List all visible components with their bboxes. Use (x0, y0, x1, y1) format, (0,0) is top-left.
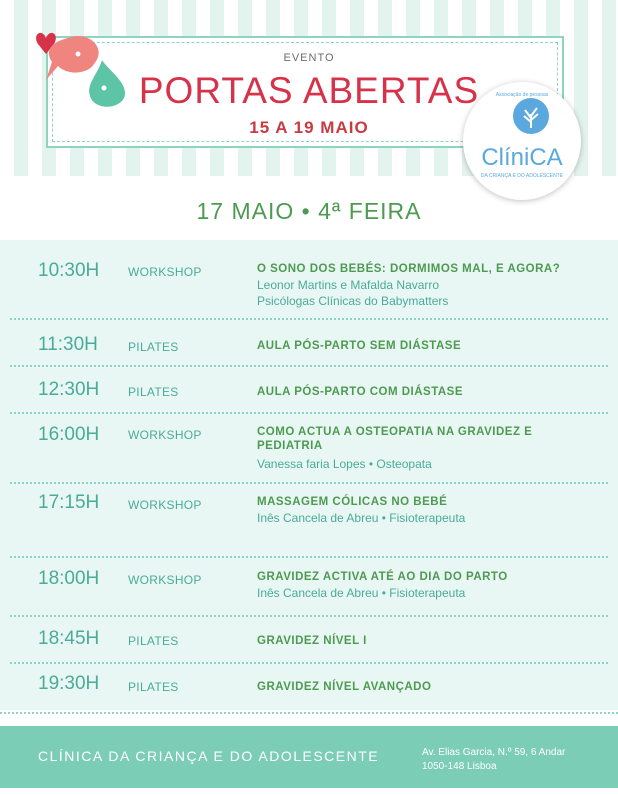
footer-address-line1: Av. Elias Garcia, N.º 59, 6 Andar (422, 747, 566, 758)
tree-icon (513, 98, 549, 134)
row-title: GRAVIDEZ NÍVEL I (257, 635, 367, 647)
footer-address (422, 746, 565, 774)
row-time: 12:30H (38, 379, 100, 400)
row-speaker-role: Psicólogas Clínicas do Babymatters (257, 294, 449, 308)
row-time: 11:30H (38, 334, 98, 355)
row-separator (10, 615, 608, 617)
row-title: AULA PÓS-PARTO SEM DIÁSTASE (257, 340, 462, 352)
event-dates: 15 A 19 MAIO (249, 118, 369, 137)
row-type: WORKSHOP (128, 265, 202, 279)
row-type: PILATES (128, 680, 179, 694)
row-time: 18:45H (38, 628, 100, 649)
logo-name: ClíniCA (481, 144, 563, 171)
row-title: GRAVIDEZ NÍVEL AVANÇADO (257, 681, 432, 693)
row-time: 10:30H (38, 260, 100, 281)
row-speaker: Vanessa faria Lopes • Osteopata (257, 457, 432, 471)
row-title: O SONO DOS BEBÉS: DORMIMOS MAL, E AGORA? (257, 263, 561, 275)
row-type: PILATES (128, 634, 179, 648)
logo-top-text: Associação de pessoas (495, 92, 549, 98)
row-title: MASSAGEM CÓLICAS NO BEBÉ (257, 496, 448, 508)
row-speaker: Inês Cancela de Abreu • Fisioterapeuta (257, 586, 466, 600)
row-type: WORKSHOP (128, 573, 202, 587)
row-separator (10, 482, 608, 484)
row-type: WORKSHOP (128, 428, 202, 442)
row-separator (10, 556, 608, 558)
row-title: COMO ACTUA A OSTEOPATIA NA GRAVIDEZ E PEDIATRIA (257, 426, 533, 452)
row-separator (10, 365, 608, 367)
row-time: 16:00H (38, 424, 100, 445)
event-title: PORTAS ABERTAS (138, 70, 480, 111)
row-type: WORKSHOP (128, 498, 202, 512)
footer-clinic-name: CLÍNICA DA CRIANÇA E DO ADOLESCENTE (38, 748, 380, 764)
row-speaker: Leonor Martins e Mafalda Navarro (257, 278, 440, 292)
schedule-list (0, 240, 618, 710)
row-title: GRAVIDEZ ACTIVA ATÉ AO DIA DO PARTO (257, 571, 508, 583)
row-time: 18:00H (38, 568, 100, 589)
row-title: AULA PÓS-PARTO COM DIÁSTASE (257, 386, 464, 398)
logo-subtitle: DA CRIANÇA E DO ADOLESCENTE (480, 173, 564, 179)
day-heading: 17 MAIO • 4ª FEIRA (196, 198, 422, 224)
event-kicker: EVENTO (283, 52, 335, 64)
row-time: 19:30H (38, 673, 100, 694)
row-separator (10, 318, 608, 320)
bottom-dotted-divider (0, 712, 618, 720)
row-type: PILATES (128, 340, 179, 354)
footer-address-line2: 1050-148 Lisboa (422, 761, 497, 772)
footer (0, 726, 618, 788)
row-time: 17:15H (38, 492, 100, 513)
row-speaker: Inês Cancela de Abreu • Fisioterapeuta (257, 511, 466, 525)
clinic-logo (463, 82, 581, 200)
row-separator (10, 662, 608, 664)
row-separator (10, 412, 608, 414)
row-type: PILATES (128, 385, 179, 399)
